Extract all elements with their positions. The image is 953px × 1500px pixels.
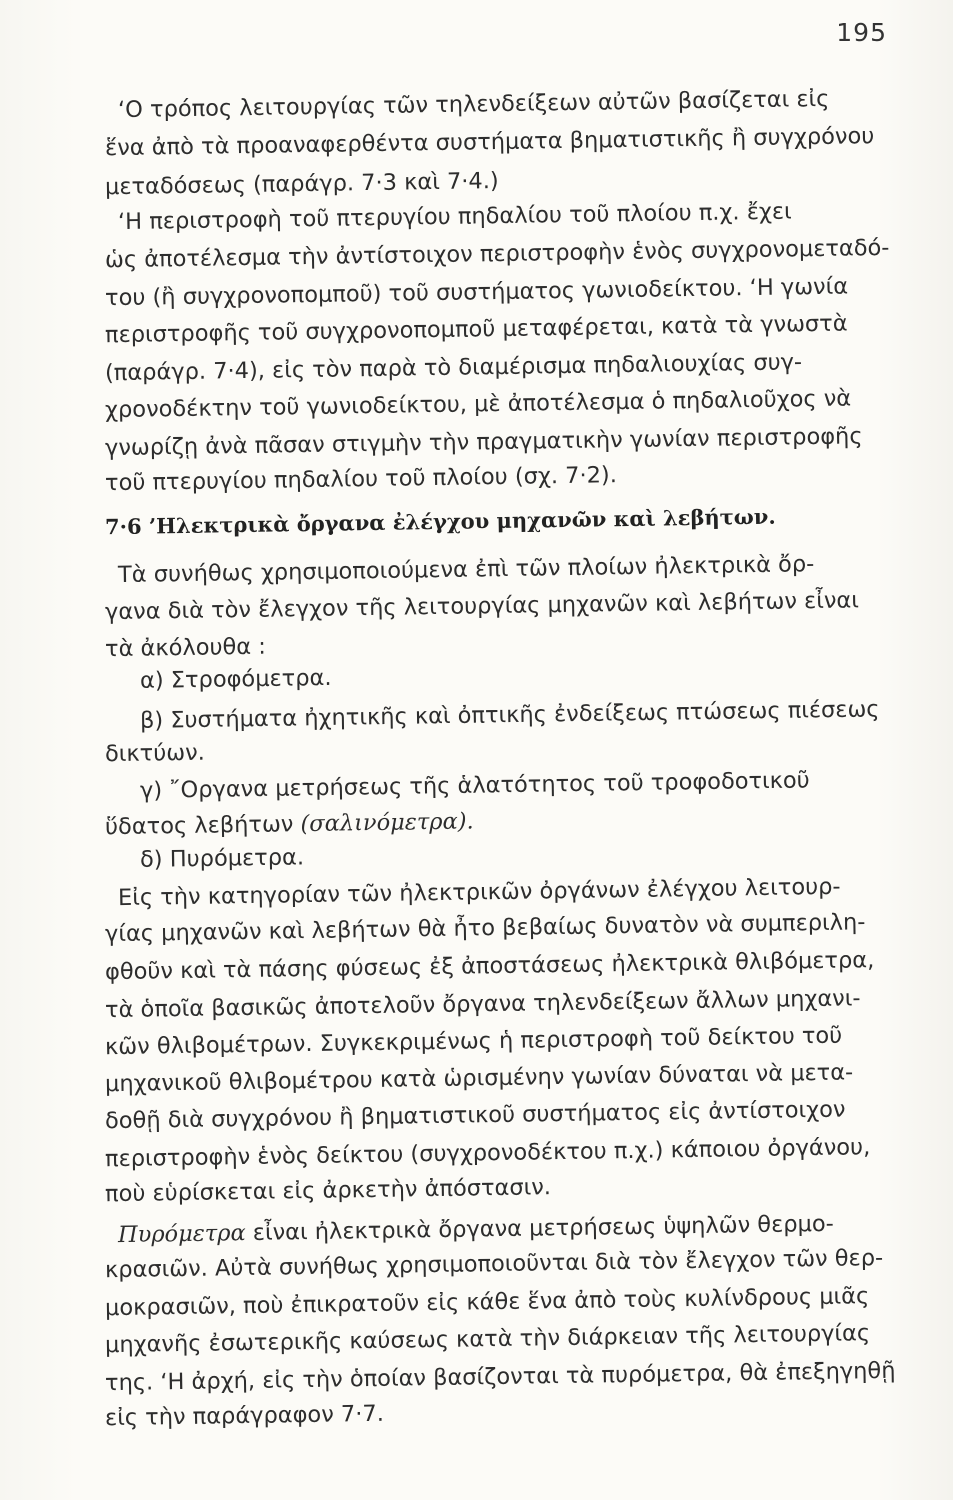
page-number: 195 [836, 18, 887, 47]
text-line: περιστροφῆς τοῦ συγχρονοπομποῦ μεταφέρεται, κατὰ τὰ γνωστὰ [104, 310, 848, 349]
text-line: μοκρασιῶν, ποὺ ἐπικρατοῦν εἰς κάθε ἕνα ἀπὸ τοὺς κυλίνδρους μιᾶς [104, 1283, 870, 1322]
text-line: γανα διὰ τὸν ἔλεγχον τῆς λειτουργίας μηχανῶν καὶ λεβήτων εἶναι [104, 587, 860, 626]
text-span: ὕδατος λεβήτων [104, 811, 301, 841]
text-line: φθοῦν καὶ τὰ πάσης φύσεως ἐξ ἀποστάσεως ἠλεκτρικὰ θλιβόμετρα, [104, 947, 875, 986]
text-span: εἶναι ἠλεκτρικὰ ὄργανα μετρήσεως ὑψηλῶν θερμο- [245, 1210, 834, 1247]
text-line: ἕνα ἀπὸ τὰ προαναφερθέντα συστήματα βηματιστικῆς ἢ συγχρόνου [104, 123, 875, 162]
section-heading: 7·6 ’Ηλεκτρικὰ ὄργανα ἐλέγχου μηχανῶν καὶ λεβήτων. [104, 503, 776, 540]
text-line: ‘Ο τρόπος λειτουργίας τῶν τηλενδείξεων αὐτῶν βασίζεται εἰς [117, 85, 830, 124]
list-item: δ) Πυρόμετρα. [139, 844, 305, 873]
text-line: Τὰ συνήθως χρησιμοποιούμενα ἐπὶ τῶν πλοίων ἠλεκτρικὰ ὄρ- [117, 551, 815, 589]
list-item: γ) ῎Οργανα μετρήσεως τῆς ἁλατότητος τοῦ τροφοδοτικοῦ [139, 767, 810, 804]
text-line: ποὺ εὑρίσκεται εἰς ἀρκετὴν ἀπόστασιν. [104, 1174, 552, 1208]
text-line: τὰ ἀκόλουθα : [104, 633, 267, 663]
text-line: ὡς ἀποτέλεσμα τὴν ἀντίστοιχον περιστροφὴν ἑνὸς συγχρονομεταδό- [104, 234, 890, 274]
text-line: ‘Η περιστροφὴ τοῦ πτερυγίου πηδαλίου τοῦ πλοίου π.χ. ἔχει [117, 198, 792, 236]
text-line: γίας μηχανῶν καὶ λεβήτων θὰ ἦτο βεβαίως δυνατὸν νὰ συμπεριλη- [104, 909, 866, 948]
italic-term: (σαλινόμετρα). [300, 808, 474, 838]
text-line: (παράγρ. 7·4), εἰς τὸν παρὰ τὸ διαμέρισμα πηδαλιουχίας συγ- [104, 349, 803, 387]
text-line: τὰ ὁποῖα βασικῶς ἀποτελοῦν ὄργανα τηλενδείξεων ἄλλων μηχανι- [104, 985, 861, 1024]
text-line: τοῦ πτερυγίου πηδαλίου τοῦ πλοίου (σχ. 7·2). [104, 462, 618, 497]
list-item-continuation: δικτύων. [104, 739, 206, 768]
text-line: του (ἢ συγχρονοπομποῦ) τοῦ συστήματος γωνιοδείκτου. ‘Η γωνία [104, 273, 849, 312]
text-line: δοθῇ διὰ συγχρόνου ἢ βηματιστικοῦ συστήματος εἰς ἀντίστοιχον [104, 1096, 846, 1135]
text-line: περιστροφὴν ἑνὸς δείκτου (συγχρονοδέκτου π.χ.) κάποιου ὀργάνου, [104, 1134, 871, 1173]
text-line: χρονοδέκτην τοῦ γωνιοδείκτου, μὲ ἀποτέλεσμα ὁ πηδαλιοῦχος νὰ [104, 385, 852, 424]
text-line: κρασιῶν. Αὐτὰ συνήθως χρησιμοποιοῦνται διὰ τὸν ἔλεγχον τῶν θερ- [104, 1244, 884, 1284]
text-line: Εἰς τὴν κατηγορίαν τῶν ἠλεκτρικῶν ὀργάνων ἐλέγχου λειτουρ- [117, 873, 841, 912]
text-line: γνωρίζῃ ἀνὰ πᾶσαν στιγμὴν τὴν πραγματικὴν γωνίαν περιστροφῆς [104, 423, 863, 462]
italic-term: Πυρόμετρα [117, 1220, 246, 1249]
text-line: μηχανῆς ἐσωτερικῆς καύσεως κατὰ τὴν διάρκειαν τῆς λειτουργίας [104, 1320, 871, 1359]
text-line: μεταδόσεως (παράγρ. 7·3 καὶ 7·4.) [104, 168, 499, 201]
list-item: β) Συστήματα ἠχητικῆς καὶ ὀπτικῆς ἐνδείξεως πτώσεως πιέσεως [139, 696, 880, 734]
list-item: α) Στροφόμετρα. [139, 664, 332, 694]
text-line: της. ‘Η ἀρχή, εἰς τὴν ὁποίαν βασίζονται τὰ πυρόμετρα, θὰ ἐπεξηγηθῇ [104, 1357, 896, 1397]
text-line: κῶν θλιβομέτρων. Συγκεκριμένως ἡ περιστροφὴ τοῦ δείκτου τοῦ [104, 1022, 843, 1061]
text-line: μηχανικοῦ θλιβομέτρου κατὰ ὡρισμένην γωνίαν δύναται νὰ μετα- [104, 1059, 854, 1098]
text-line: εἰς τὴν παράγραφον 7·7. [104, 1400, 385, 1432]
